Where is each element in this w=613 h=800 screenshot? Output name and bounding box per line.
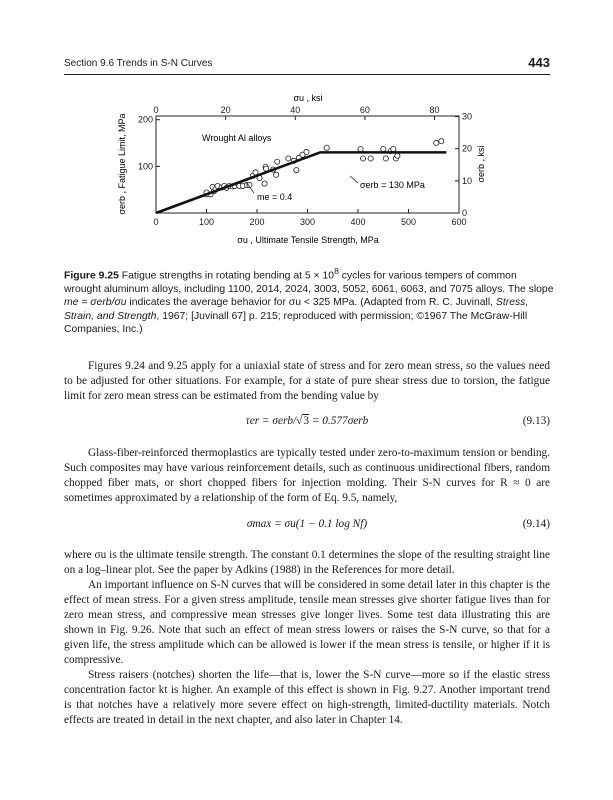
data-point <box>381 147 386 152</box>
equation-number: (9.13) <box>522 415 550 427</box>
right-tick-label: 0 <box>462 208 468 218</box>
x-axis-label: σu , Ultimate Tensile Strength, MPa <box>237 235 379 245</box>
plateau-annotation: σerb = 130 MPa <box>360 180 425 190</box>
top-tick-label: 40 <box>290 105 301 115</box>
bottom-tick-label: 600 <box>451 217 467 227</box>
top-tick-label: 0 <box>153 105 159 115</box>
plateau-leader <box>350 176 358 183</box>
data-point <box>358 147 363 152</box>
plot-frame <box>156 116 459 213</box>
body-text <box>64 548 550 728</box>
page-header <box>64 54 550 75</box>
figure-caption: Figure 9.25 Fatigue strengths in rotating bending at $5 \times 10^8$ cycles for various tempers of common wrought aluminum alloys, including 1100, 2014, 2024, 3003, 5052, 6061, 6063, and 7075 alloys. The slope me = σerb/σu indicates the average behavior for σu < 325 MPa. (Adapted from R. C. Juvinall, Stress, Strain, and Strength, 1967; [Juvinall 67] p. 215; reproduced with permission; ©1967 The McGraw-Hill Companies, Inc.) <box>64 266 554 336</box>
data-point <box>383 156 388 161</box>
right-tick-label: 10 <box>462 175 473 186</box>
data-point <box>304 149 309 154</box>
series-annotation: Wrought Al alloys <box>202 133 272 143</box>
data-point <box>434 140 439 145</box>
tick-labels <box>138 105 472 227</box>
top-axis-label: σu , ksi <box>293 93 323 103</box>
top-tick-label: 80 <box>429 105 440 115</box>
right-tick-label: 30 <box>462 111 473 122</box>
paragraph-1: Figures 9.24 and 9.25 apply for a uniaxial state of stress and for zero mean stress, so the values need to be adjusted for other situations. For example, for a state of pure shear stress due to torsion, the fatigue limit for zero mean stress can be estimated from the bending value by <box>64 360 550 402</box>
data-point <box>368 156 373 161</box>
slope-annotation: me = 0.4 <box>257 192 293 202</box>
equation-9-13: τer = σerb/√3 = 0.577σerb (9.13) <box>245 415 550 427</box>
page-number: 443 <box>528 55 550 70</box>
bottom-tick-label: 200 <box>249 217 265 227</box>
data-point <box>439 139 444 144</box>
paragraph-1-block <box>64 359 550 404</box>
data-point <box>391 147 396 152</box>
axis-ticks <box>156 116 459 213</box>
data-point <box>262 181 267 186</box>
data-point <box>360 156 365 161</box>
bottom-tick-label: 500 <box>400 217 417 227</box>
right-axis-label: σerb , ksi <box>476 145 486 183</box>
data-point <box>275 159 280 164</box>
top-tick-label: 20 <box>220 105 231 115</box>
bottom-tick-label: 100 <box>198 217 215 227</box>
fatigue-chart <box>104 86 484 254</box>
bottom-tick-label: 300 <box>299 217 316 227</box>
bottom-tick-label: 400 <box>350 217 366 227</box>
data-point <box>274 172 279 177</box>
equation-number: (9.14) <box>522 518 550 530</box>
caption-label: Figure 9.25 <box>64 270 119 282</box>
section-title: Section 9.6 Trends in S-N Curves <box>64 58 213 69</box>
bottom-tick-label: 0 <box>153 217 159 227</box>
data-point <box>395 153 400 158</box>
paragraph-5: Stress raisers (notches) shorten the life—that is, lower the S-N curve—more so if the elastic stress concentration factor kt is higher. An example of this effect is shown in Fig. 9.27. Another important trend is that notches have a relatively more severe effect on high-strength, limited-ductility materials. Notch effects are treated in detail in the next chapter, and also later in Chapter 14. <box>64 669 550 726</box>
equation-9-14: σmax = σu(1 − 0.1 log Nf) (9.14) <box>246 518 550 530</box>
left-axis-label: σerb , Fatigue Limit, MPa <box>117 113 127 215</box>
left-tick-label: 100 <box>137 161 153 172</box>
paragraph-4: An important influence on S-N curves that will be considered in some detail later in this chapter is the effect of mean stress. For a given stress amplitude, tensile mean stresses give shorter fatigue lives than for zero mean stress, and compressive mean stresses give longer lives. Some test data illustrating this are shown in Fig. 9.26. Note that such an effect of mean stress lowers or raises the S-N curve, so that for a given life, the stress amplitude which can be allowed is lower if the mean stress is tensile, or higher if it is compressive. <box>64 579 550 666</box>
paragraph-2-block <box>64 446 550 506</box>
right-tick-label: 20 <box>462 143 473 154</box>
data-point <box>286 156 291 161</box>
paragraph-3: where σu is the ultimate tensile strength. The constant 0.1 determines the slope of the resulting straight line on a log–linear plot. See the paper by Adkins (1988) in the References for more detail. <box>64 549 550 576</box>
top-tick-label: 60 <box>359 105 370 115</box>
data-point <box>324 145 329 150</box>
paragraph-2: Glass-fiber-reinforced thermoplastics are typically tested under zero-to-maximum tension or bending. Such composites may have various reinforcement details, such as continuous unidirectional fibers, random chopped fiber mats, or short chopped fibers for injection molding. Their S-N curves for R ≈ 0 are sometimes approximated by a relationship of the form of Eq. 9.5, namely, <box>64 447 550 504</box>
data-point <box>294 167 299 172</box>
left-tick-label: 200 <box>137 114 153 125</box>
